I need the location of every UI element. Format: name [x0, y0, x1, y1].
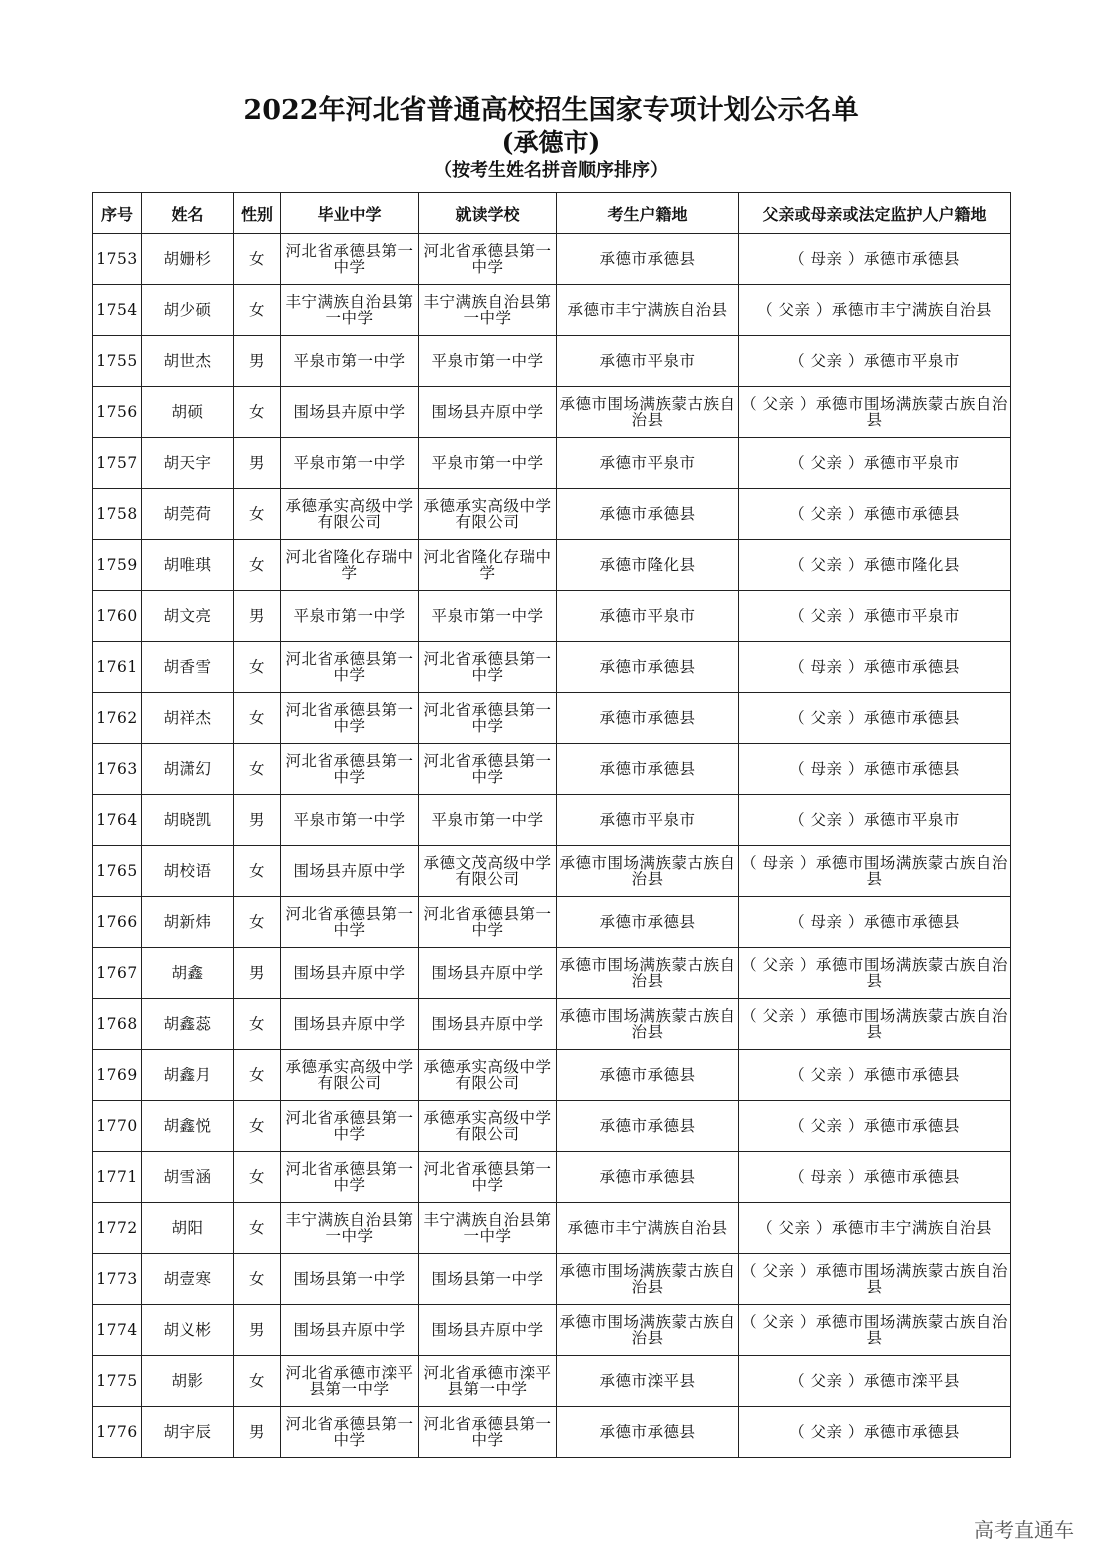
table-row: [93, 591, 1011, 642]
guardian-residence-cell: （ 父亲 ）承德市平泉市: [739, 438, 1011, 489]
table-row: [93, 1101, 1011, 1152]
student-residence-cell: 承德市围场满族蒙古族自治县: [557, 846, 739, 897]
gender-cell: 女: [234, 1101, 281, 1152]
current-school-cell: 河北省承德县第一中学: [419, 1407, 557, 1458]
current-school-cell: 承德承实高级中学有限公司: [419, 489, 557, 540]
watermark-text: 高考直通车: [974, 1518, 1074, 1542]
current-school-cell: 平泉市第一中学: [419, 795, 557, 846]
serial-cell: 1775: [93, 1356, 142, 1407]
gender-cell: 女: [234, 540, 281, 591]
table-row: [93, 336, 1011, 387]
column-header-current-school: 就读学校: [419, 193, 557, 234]
serial-cell: 1767: [93, 948, 142, 999]
name-cell: 胡雪涵: [142, 1152, 234, 1203]
name-cell: 胡晓凯: [142, 795, 234, 846]
guardian-residence-cell: （ 父亲 ）承德市丰宁满族自治县: [739, 1203, 1011, 1254]
graduated-school-cell: 围场县卉原中学: [281, 1305, 419, 1356]
student-residence-cell: 承德市承德县: [557, 489, 739, 540]
current-school-cell: 围场县卉原中学: [419, 1305, 557, 1356]
name-cell: 胡校语: [142, 846, 234, 897]
graduated-school-cell: 河北省承德县第一中学: [281, 1152, 419, 1203]
student-residence-cell: 承德市围场满族蒙古族自治县: [557, 999, 739, 1050]
student-residence-cell: 承德市平泉市: [557, 591, 739, 642]
serial-cell: 1756: [93, 387, 142, 438]
name-cell: 胡鑫蕊: [142, 999, 234, 1050]
name-cell: 胡宇辰: [142, 1407, 234, 1458]
gender-cell: 男: [234, 948, 281, 999]
gender-cell: 男: [234, 336, 281, 387]
column-header-student-residence: 考生户籍地: [557, 193, 739, 234]
name-cell: 胡影: [142, 1356, 234, 1407]
graduated-school-cell: 围场县卉原中学: [281, 999, 419, 1050]
serial-cell: 1762: [93, 693, 142, 744]
graduated-school-cell: 围场县第一中学: [281, 1254, 419, 1305]
guardian-residence-cell: （ 父亲 ）承德市滦平县: [739, 1356, 1011, 1407]
table-row: [93, 846, 1011, 897]
guardian-residence-cell: （ 父亲 ）承德市围场满族蒙古族自治县: [739, 1305, 1011, 1356]
guardian-residence-cell: （ 父亲 ）承德市围场满族蒙古族自治县: [739, 948, 1011, 999]
table-row: [93, 642, 1011, 693]
table-row: [93, 1152, 1011, 1203]
name-cell: 胡少硕: [142, 285, 234, 336]
table-row: [93, 1356, 1011, 1407]
serial-cell: 1769: [93, 1050, 142, 1101]
graduated-school-cell: 丰宁满族自治县第一中学: [281, 1203, 419, 1254]
guardian-residence-cell: （ 父亲 ）承德市隆化县: [739, 540, 1011, 591]
gender-cell: 女: [234, 1050, 281, 1101]
serial-cell: 1754: [93, 285, 142, 336]
guardian-residence-cell: （ 父亲 ）承德市围场满族蒙古族自治县: [739, 1254, 1011, 1305]
table-row: [93, 1203, 1011, 1254]
name-cell: 胡潇幻: [142, 744, 234, 795]
current-school-cell: 围场县第一中学: [419, 1254, 557, 1305]
student-residence-cell: 承德市承德县: [557, 1152, 739, 1203]
gender-cell: 女: [234, 642, 281, 693]
table-row: [93, 999, 1011, 1050]
graduated-school-cell: 围场县卉原中学: [281, 948, 419, 999]
table-row: [93, 744, 1011, 795]
guardian-residence-cell: （ 父亲 ）承德市承德县: [739, 1407, 1011, 1458]
graduated-school-cell: 承德承实高级中学有限公司: [281, 489, 419, 540]
student-residence-cell: 承德市平泉市: [557, 438, 739, 489]
student-residence-cell: 承德市围场满族蒙古族自治县: [557, 1254, 739, 1305]
name-cell: 胡新炜: [142, 897, 234, 948]
student-residence-cell: 承德市承德县: [557, 234, 739, 285]
current-school-cell: 河北省承德县第一中学: [419, 642, 557, 693]
graduated-school-cell: 围场县卉原中学: [281, 387, 419, 438]
serial-cell: 1761: [93, 642, 142, 693]
current-school-cell: 承德文茂高级中学有限公司: [419, 846, 557, 897]
graduated-school-cell: 河北省承德县第一中学: [281, 1101, 419, 1152]
table-row: [93, 693, 1011, 744]
current-school-cell: 平泉市第一中学: [419, 438, 557, 489]
student-residence-cell: 承德市丰宁满族自治县: [557, 285, 739, 336]
table-row: [93, 948, 1011, 999]
page-title: 2022年河北省普通高校招生国家专项计划公示名单: [243, 95, 859, 126]
name-cell: 胡文亮: [142, 591, 234, 642]
gender-cell: 女: [234, 897, 281, 948]
guardian-residence-cell: （ 父亲 ）承德市平泉市: [739, 795, 1011, 846]
serial-cell: 1772: [93, 1203, 142, 1254]
gender-cell: 男: [234, 1305, 281, 1356]
guardian-residence-cell: （ 父亲 ）承德市承德县: [739, 1101, 1011, 1152]
guardian-residence-cell: （ 母亲 ）承德市承德县: [739, 642, 1011, 693]
name-cell: 胡鑫: [142, 948, 234, 999]
table-row: [93, 897, 1011, 948]
guardian-residence-cell: （ 父亲 ）承德市承德县: [739, 489, 1011, 540]
current-school-cell: 河北省承德市滦平县第一中学: [419, 1356, 557, 1407]
name-cell: 胡鑫悦: [142, 1101, 234, 1152]
serial-cell: 1771: [93, 1152, 142, 1203]
student-residence-cell: 承德市承德县: [557, 744, 739, 795]
current-school-cell: 河北省隆化存瑞中学: [419, 540, 557, 591]
gender-cell: 女: [234, 1356, 281, 1407]
name-cell: 胡唯琪: [142, 540, 234, 591]
admission-roster-table: [92, 192, 1011, 1458]
student-residence-cell: 承德市丰宁满族自治县: [557, 1203, 739, 1254]
serial-cell: 1776: [93, 1407, 142, 1458]
graduated-school-cell: 丰宁满族自治县第一中学: [281, 285, 419, 336]
name-cell: 胡莞荷: [142, 489, 234, 540]
graduated-school-cell: 河北省承德县第一中学: [281, 693, 419, 744]
student-residence-cell: 承德市隆化县: [557, 540, 739, 591]
current-school-cell: 围场县卉原中学: [419, 999, 557, 1050]
serial-cell: 1768: [93, 999, 142, 1050]
gender-cell: 女: [234, 489, 281, 540]
name-cell: 胡硕: [142, 387, 234, 438]
column-header-serial: 序号: [93, 193, 142, 234]
student-residence-cell: 承德市平泉市: [557, 795, 739, 846]
name-cell: 胡姗杉: [142, 234, 234, 285]
guardian-residence-cell: （ 母亲 ）承德市承德县: [739, 744, 1011, 795]
gender-cell: 女: [234, 846, 281, 897]
gender-cell: 女: [234, 234, 281, 285]
gender-cell: 女: [234, 693, 281, 744]
current-school-cell: 围场县卉原中学: [419, 387, 557, 438]
name-cell: 胡天宇: [142, 438, 234, 489]
serial-cell: 1774: [93, 1305, 142, 1356]
current-school-cell: 丰宁满族自治县第一中学: [419, 285, 557, 336]
current-school-cell: 围场县卉原中学: [419, 948, 557, 999]
current-school-cell: 河北省承德县第一中学: [419, 897, 557, 948]
graduated-school-cell: 河北省承德县第一中学: [281, 234, 419, 285]
student-residence-cell: 承德市平泉市: [557, 336, 739, 387]
graduated-school-cell: 平泉市第一中学: [281, 336, 419, 387]
table-row: [93, 489, 1011, 540]
serial-cell: 1757: [93, 438, 142, 489]
guardian-residence-cell: （ 父亲 ）承德市承德县: [739, 1050, 1011, 1101]
serial-cell: 1773: [93, 1254, 142, 1305]
name-cell: 胡阳: [142, 1203, 234, 1254]
guardian-residence-cell: （ 父亲 ）承德市围场满族蒙古族自治县: [739, 999, 1011, 1050]
serial-cell: 1770: [93, 1101, 142, 1152]
table-row: [93, 387, 1011, 438]
serial-cell: 1766: [93, 897, 142, 948]
gender-cell: 女: [234, 1203, 281, 1254]
student-residence-cell: 承德市承德县: [557, 1050, 739, 1101]
gender-cell: 女: [234, 1254, 281, 1305]
gender-cell: 男: [234, 1407, 281, 1458]
gender-cell: 女: [234, 387, 281, 438]
name-cell: 胡鑫月: [142, 1050, 234, 1101]
graduated-school-cell: 河北省承德县第一中学: [281, 1407, 419, 1458]
graduated-school-cell: 河北省承德县第一中学: [281, 744, 419, 795]
column-header-guardian-residence: 父亲或母亲或法定监护人户籍地: [739, 193, 1011, 234]
graduated-school-cell: 河北省承德县第一中学: [281, 642, 419, 693]
current-school-cell: 丰宁满族自治县第一中学: [419, 1203, 557, 1254]
table-row: [93, 1254, 1011, 1305]
guardian-residence-cell: （ 父亲 ）承德市平泉市: [739, 336, 1011, 387]
guardian-residence-cell: （ 母亲 ）承德市承德县: [739, 897, 1011, 948]
current-school-cell: 河北省承德县第一中学: [419, 744, 557, 795]
name-cell: 胡壹寒: [142, 1254, 234, 1305]
table-row: [93, 234, 1011, 285]
graduated-school-cell: 围场县卉原中学: [281, 846, 419, 897]
graduated-school-cell: 平泉市第一中学: [281, 795, 419, 846]
student-residence-cell: 承德市承德县: [557, 897, 739, 948]
graduated-school-cell: 平泉市第一中学: [281, 591, 419, 642]
graduated-school-cell: 河北省隆化存瑞中学: [281, 540, 419, 591]
gender-cell: 男: [234, 438, 281, 489]
serial-cell: 1765: [93, 846, 142, 897]
current-school-cell: 平泉市第一中学: [419, 591, 557, 642]
name-cell: 胡义彬: [142, 1305, 234, 1356]
student-residence-cell: 承德市承德县: [557, 693, 739, 744]
gender-cell: 女: [234, 744, 281, 795]
table-header-row: [93, 193, 1011, 234]
gender-cell: 女: [234, 999, 281, 1050]
table-row: [93, 1407, 1011, 1458]
serial-cell: 1764: [93, 795, 142, 846]
serial-cell: 1758: [93, 489, 142, 540]
sort-note: （按考生姓名拼音顺序排序）: [434, 160, 668, 181]
graduated-school-cell: 平泉市第一中学: [281, 438, 419, 489]
guardian-residence-cell: （ 父亲 ）承德市围场满族蒙古族自治县: [739, 387, 1011, 438]
serial-cell: 1755: [93, 336, 142, 387]
guardian-residence-cell: （ 父亲 ）承德市承德县: [739, 693, 1011, 744]
student-residence-cell: 承德市承德县: [557, 1101, 739, 1152]
current-school-cell: 河北省承德县第一中学: [419, 1152, 557, 1203]
guardian-residence-cell: （ 父亲 ）承德市丰宁满族自治县: [739, 285, 1011, 336]
name-cell: 胡香雪: [142, 642, 234, 693]
name-cell: 胡世杰: [142, 336, 234, 387]
table-row: [93, 540, 1011, 591]
serial-cell: 1760: [93, 591, 142, 642]
gender-cell: 男: [234, 795, 281, 846]
guardian-residence-cell: （ 母亲 ）承德市承德县: [739, 234, 1011, 285]
name-cell: 胡祥杰: [142, 693, 234, 744]
graduated-school-cell: 承德承实高级中学有限公司: [281, 1050, 419, 1101]
table-row: [93, 1305, 1011, 1356]
gender-cell: 男: [234, 591, 281, 642]
page-subtitle: (承德市): [501, 128, 601, 157]
column-header-name: 姓名: [142, 193, 234, 234]
gender-cell: 女: [234, 285, 281, 336]
current-school-cell: 河北省承德县第一中学: [419, 234, 557, 285]
current-school-cell: 河北省承德县第一中学: [419, 693, 557, 744]
table-row: [93, 438, 1011, 489]
student-residence-cell: 承德市围场满族蒙古族自治县: [557, 948, 739, 999]
table-row: [93, 795, 1011, 846]
column-header-graduated-school: 毕业中学: [281, 193, 419, 234]
current-school-cell: 平泉市第一中学: [419, 336, 557, 387]
graduated-school-cell: 河北省承德市滦平县第一中学: [281, 1356, 419, 1407]
column-header-gender: 性别: [234, 193, 281, 234]
current-school-cell: 承德承实高级中学有限公司: [419, 1050, 557, 1101]
guardian-residence-cell: （ 父亲 ）承德市平泉市: [739, 591, 1011, 642]
serial-cell: 1763: [93, 744, 142, 795]
student-residence-cell: 承德市围场满族蒙古族自治县: [557, 387, 739, 438]
serial-cell: 1759: [93, 540, 142, 591]
table-row: [93, 285, 1011, 336]
student-residence-cell: 承德市滦平县: [557, 1356, 739, 1407]
guardian-residence-cell: （ 母亲 ）承德市承德县: [739, 1152, 1011, 1203]
student-residence-cell: 承德市承德县: [557, 1407, 739, 1458]
current-school-cell: 承德承实高级中学有限公司: [419, 1101, 557, 1152]
guardian-residence-cell: （ 母亲 ）承德市围场满族蒙古族自治县: [739, 846, 1011, 897]
table-row: [93, 1050, 1011, 1101]
student-residence-cell: 承德市围场满族蒙古族自治县: [557, 1305, 739, 1356]
graduated-school-cell: 河北省承德县第一中学: [281, 897, 419, 948]
serial-cell: 1753: [93, 234, 142, 285]
gender-cell: 女: [234, 1152, 281, 1203]
student-residence-cell: 承德市承德县: [557, 642, 739, 693]
